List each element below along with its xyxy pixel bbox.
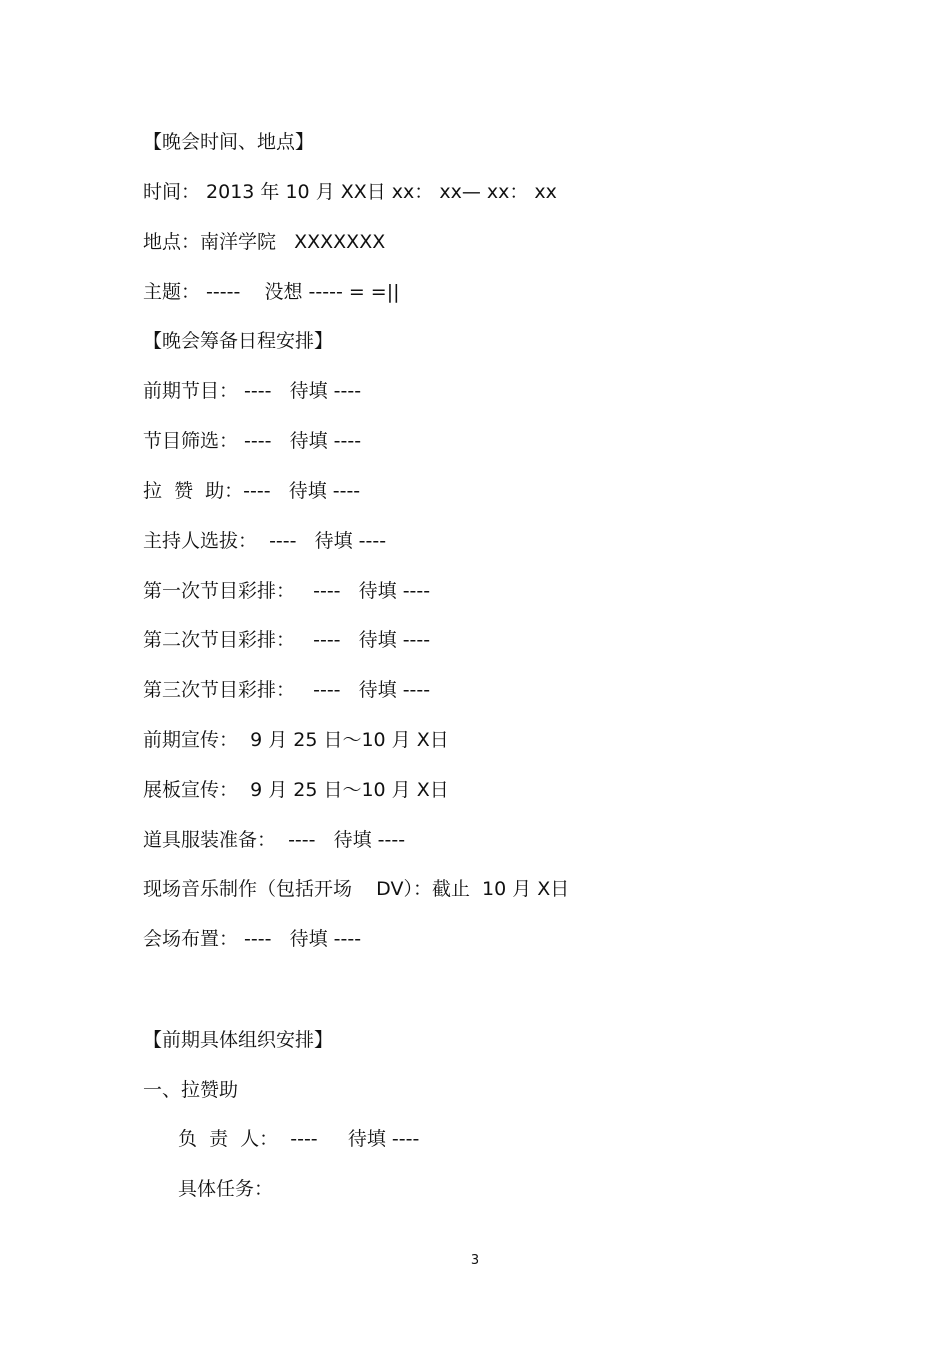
- theme-line: 主题： ----- 没想 ----- = =||: [143, 281, 400, 303]
- schedule-item: 前期节目： ---- 待填 ----: [143, 380, 362, 402]
- schedule-item: 第三次节目彩排： ---- 待填 ----: [143, 679, 431, 701]
- section-heading-time-place: 【晚会时间、地点】: [143, 131, 315, 153]
- schedule-item: 前期宣传： 9 月 25 日～10 月 X日: [143, 729, 449, 751]
- subsection-title: 一、拉赞助: [143, 1079, 239, 1101]
- schedule-item: 展板宣传： 9 月 25 日～10 月 X日: [143, 779, 449, 801]
- schedule-item: 主持人选拔： ---- 待填 ----: [143, 530, 387, 552]
- responsible-person-line: 负 责 人： ---- 待填 ----: [178, 1128, 420, 1150]
- schedule-item: 道具服装准备： ---- 待填 ----: [143, 829, 406, 851]
- schedule-item: 拉 赞 助：---- 待填 ----: [143, 480, 361, 502]
- schedule-item: 会场布置： ---- 待填 ----: [143, 928, 362, 950]
- page-number: 3: [470, 1253, 480, 1268]
- schedule-item: 现场音乐制作（包括开场 DV）：截止 10 月 X日: [143, 878, 570, 900]
- section-heading-organization: 【前期具体组织安排】: [143, 1029, 334, 1051]
- time-line: 时间： 2013 年 10 月 XX日 xx： xx— xx： xx: [143, 181, 557, 203]
- schedule-item: 第一次节目彩排： ---- 待填 ----: [143, 580, 431, 602]
- schedule-item: 第二次节目彩排： ---- 待填 ----: [143, 629, 431, 651]
- specific-tasks-line: 具体任务：: [178, 1178, 274, 1200]
- place-line: 地点：南洋学院 XXXXXXX: [143, 231, 386, 253]
- schedule-item: 节目筛选： ---- 待填 ----: [143, 430, 362, 452]
- section-heading-schedule: 【晚会筹备日程安排】: [143, 330, 334, 352]
